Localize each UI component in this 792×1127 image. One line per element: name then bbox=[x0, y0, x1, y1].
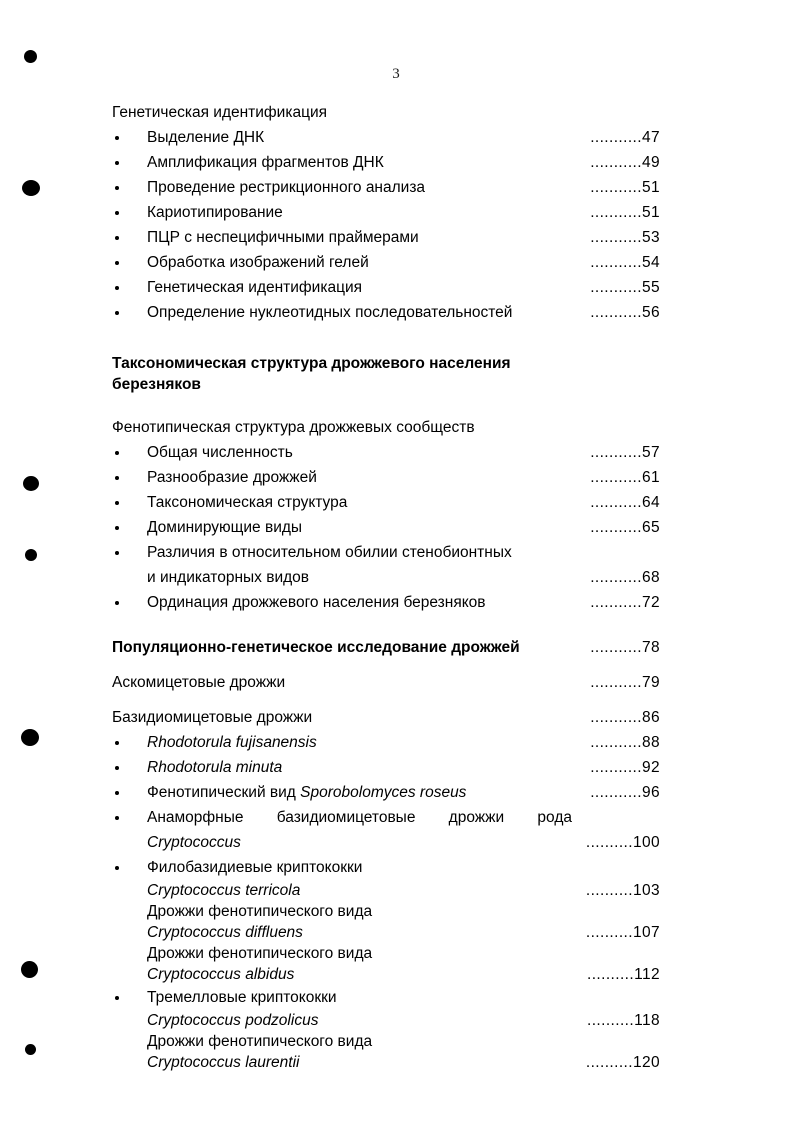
species-sublist bbox=[112, 1010, 660, 1073]
major-heading[interactable] bbox=[112, 353, 542, 395]
toc-entry-prefix: Фенотипический вид bbox=[147, 784, 301, 801]
toc-subentry[interactable] bbox=[112, 1031, 660, 1052]
toc-subentry[interactable] bbox=[112, 943, 660, 964]
toc-subentry-label: Дрожжи фенотипического вида bbox=[147, 1033, 373, 1050]
toc-subentry-label: Дрожжи фенотипического вида bbox=[147, 945, 373, 962]
bullet-icon bbox=[112, 805, 147, 830]
scan-punch-mark-icon bbox=[25, 549, 37, 561]
toc-subentry-leader: ..........120 bbox=[585, 1054, 660, 1071]
toc-entry[interactable] bbox=[112, 590, 660, 615]
scan-punch-mark-icon bbox=[25, 1044, 36, 1055]
toc-entry-label-line2: и индикаторных видов bbox=[147, 569, 310, 586]
bullet-icon bbox=[112, 250, 147, 275]
toc-subentry-leader: ..........112 bbox=[587, 966, 660, 983]
toc-entry-leader: ...........72 bbox=[590, 594, 660, 611]
toc-subentry-label: Cryptococcus laurentii bbox=[147, 1054, 300, 1071]
toc-entry-label: Ординация дрожжевого населения березняков bbox=[147, 594, 486, 611]
toc-entry[interactable] bbox=[112, 200, 660, 225]
toc-entry[interactable] bbox=[112, 150, 660, 175]
scan-punch-mark-icon bbox=[21, 729, 39, 746]
toc-entry-leader: ...........68 bbox=[590, 569, 660, 586]
toc-entry[interactable] bbox=[112, 515, 660, 540]
toc-entry-label: Генетическая идентификация bbox=[147, 279, 363, 296]
toc-entry-label: Филобазидиевые криптококки bbox=[147, 859, 363, 876]
bullet-icon bbox=[112, 440, 147, 465]
toc-subentry-leader: ..........103 bbox=[585, 882, 660, 899]
toc-entry-leader: ...........47 bbox=[590, 129, 660, 146]
toc-entry-leader: ...........96 bbox=[590, 784, 660, 801]
toc-entry-label: Таксономическая структура bbox=[147, 494, 348, 511]
toc-entry-label: Амплификация фрагментов ДНК bbox=[147, 154, 384, 171]
toc-entry-leader: ...........55 bbox=[590, 279, 660, 296]
toc-entry-label-line1: Различия в относительном обилии стенобионтных bbox=[147, 544, 512, 561]
toc-entry-label: Разнообразие дрожжей bbox=[147, 469, 317, 486]
toc-heading-leader: ...........86 bbox=[590, 709, 660, 726]
toc-heading-label: Генетическая идентификация bbox=[112, 104, 328, 121]
toc-section-heading[interactable] bbox=[112, 100, 660, 125]
bullet-icon bbox=[112, 590, 147, 615]
toc-entry-leader: ...........65 bbox=[590, 519, 660, 536]
toc-entry[interactable] bbox=[112, 225, 660, 250]
toc-entry-label: Кариотипирование bbox=[147, 204, 283, 221]
bullet-icon bbox=[112, 175, 147, 200]
toc-entry[interactable] bbox=[112, 985, 660, 1010]
toc-subentry[interactable] bbox=[112, 1010, 660, 1031]
toc-entry[interactable] bbox=[112, 780, 660, 805]
toc-subentry[interactable] bbox=[112, 901, 660, 922]
bullet-icon bbox=[112, 300, 147, 325]
toc-entry[interactable] bbox=[112, 125, 660, 150]
toc-entry-label: Проведение рестрикционного анализа bbox=[147, 179, 426, 196]
toc-entry-label: Тремелловые криптококки bbox=[147, 989, 337, 1006]
toc-entry[interactable] bbox=[112, 465, 660, 490]
toc-heading-label: Фенотипическая структура дрожжевых сообществ bbox=[112, 419, 475, 436]
toc-entry-leader: ...........49 bbox=[590, 154, 660, 171]
toc-entry-leader: ...........88 bbox=[590, 734, 660, 751]
toc-entry-label: Доминирующие виды bbox=[147, 519, 303, 536]
toc-subentry[interactable] bbox=[112, 922, 660, 943]
major-heading-line1: Таксономическая структура дрожжевого населения bbox=[112, 355, 511, 372]
bullet-icon bbox=[112, 125, 147, 150]
toc-subentry-leader: ..........107 bbox=[585, 924, 660, 941]
toc-entry-leader: ...........54 bbox=[590, 254, 660, 271]
toc-entry[interactable] bbox=[112, 300, 660, 325]
toc-entry-label: Определение нуклеотидных последовательностей bbox=[147, 304, 513, 321]
bullet-icon bbox=[112, 465, 147, 490]
toc-entry[interactable] bbox=[112, 490, 660, 515]
toc-heading-label: Базидиомицетовые дрожжи bbox=[112, 709, 313, 726]
toc-entry-label: Обработка изображений гелей bbox=[147, 254, 369, 271]
toc-entry-leader: ...........51 bbox=[590, 179, 660, 196]
toc-entry-leader: ...........61 bbox=[590, 469, 660, 486]
toc-subentry-label: Cryptococcus terricola bbox=[147, 882, 301, 899]
toc-entry[interactable] bbox=[112, 730, 660, 755]
major-heading-line2: березняков bbox=[112, 376, 201, 393]
toc-heading-label: Популяционно-генетическое исследование дрожжей bbox=[112, 639, 520, 656]
bullet-icon bbox=[112, 225, 147, 250]
toc-subentry-label: Cryptococcus albidus bbox=[147, 966, 295, 983]
toc-section-heading[interactable] bbox=[112, 705, 660, 730]
bullet-icon bbox=[112, 730, 147, 755]
bullet-icon bbox=[112, 490, 147, 515]
bullet-icon bbox=[112, 540, 147, 565]
scan-punch-mark-icon bbox=[23, 476, 39, 491]
toc-entry[interactable] bbox=[112, 755, 660, 780]
bullet-icon bbox=[112, 985, 147, 1010]
bullet-icon bbox=[112, 275, 147, 300]
toc-entry-label bbox=[147, 540, 590, 590]
toc-entry-label: Rhodotorula fujisanensis bbox=[147, 734, 317, 751]
toc-entry[interactable] bbox=[112, 855, 660, 880]
toc-entry-wrapped[interactable] bbox=[112, 805, 660, 855]
bullet-icon bbox=[112, 515, 147, 540]
toc-entry-label bbox=[147, 780, 590, 805]
scan-punch-mark-icon bbox=[21, 961, 38, 978]
toc-entry-label-line2: Cryptococcus bbox=[147, 834, 241, 851]
toc-entry-leader: ...........56 bbox=[590, 304, 660, 321]
toc-entry[interactable] bbox=[112, 440, 660, 465]
toc-entry-leader: ..........100 bbox=[585, 834, 660, 851]
toc-entry-label: Rhodotorula minuta bbox=[147, 759, 283, 776]
toc-entry-species: Sporobolomyces roseus bbox=[300, 784, 467, 801]
bullet-icon bbox=[112, 780, 147, 805]
toc-section-heading[interactable] bbox=[112, 415, 660, 440]
toc-entry-label: ПЦР с неспецифичными праймерами bbox=[147, 229, 419, 246]
toc-entry[interactable] bbox=[112, 250, 660, 275]
toc-entry-leader: ...........53 bbox=[590, 229, 660, 246]
toc-entry-label-line1: Анаморфные базидиомицетовые дрожжи рода bbox=[147, 809, 572, 826]
page-number: 3 bbox=[392, 66, 400, 82]
toc-subentry-leader: ..........118 bbox=[587, 1012, 660, 1029]
toc-entry-wrapped[interactable] bbox=[112, 540, 660, 590]
toc-entry-leader: ...........92 bbox=[590, 759, 660, 776]
toc-subentry[interactable] bbox=[112, 964, 660, 985]
toc-entry-label: Общая численность bbox=[147, 444, 293, 461]
toc-entry-leader: ...........51 bbox=[590, 204, 660, 221]
toc-entry[interactable] bbox=[112, 275, 660, 300]
toc-entry-leader: ...........57 bbox=[590, 444, 660, 461]
toc-subentry-label: Cryptococcus podzolicus bbox=[147, 1012, 319, 1029]
toc-subentry-label: Дрожжи фенотипического вида bbox=[147, 903, 373, 920]
toc-heading-leader: ...........78 bbox=[590, 639, 660, 656]
toc-entry[interactable] bbox=[112, 175, 660, 200]
species-sublist bbox=[112, 880, 660, 985]
bullet-icon bbox=[112, 150, 147, 175]
toc-subentry[interactable] bbox=[112, 1052, 660, 1073]
toc-subentry-label: Cryptococcus diffluens bbox=[147, 924, 303, 941]
toc-section-heading[interactable] bbox=[112, 635, 660, 660]
toc-section-heading[interactable] bbox=[112, 670, 660, 695]
table-of-contents bbox=[112, 100, 660, 1073]
bullet-icon bbox=[112, 855, 147, 880]
toc-entry-label bbox=[147, 805, 586, 855]
toc-entry-label: Выделение ДНК bbox=[147, 129, 265, 146]
toc-heading-label: Аскомицетовые дрожжи bbox=[112, 674, 286, 691]
bullet-icon bbox=[112, 755, 147, 780]
bullet-icon bbox=[112, 200, 147, 225]
scan-punch-mark-icon bbox=[24, 50, 37, 63]
scan-punch-mark-icon bbox=[22, 180, 40, 196]
toc-entry-leader: ...........64 bbox=[590, 494, 660, 511]
toc-heading-leader: ...........79 bbox=[590, 674, 660, 691]
toc-subentry[interactable] bbox=[112, 880, 660, 901]
